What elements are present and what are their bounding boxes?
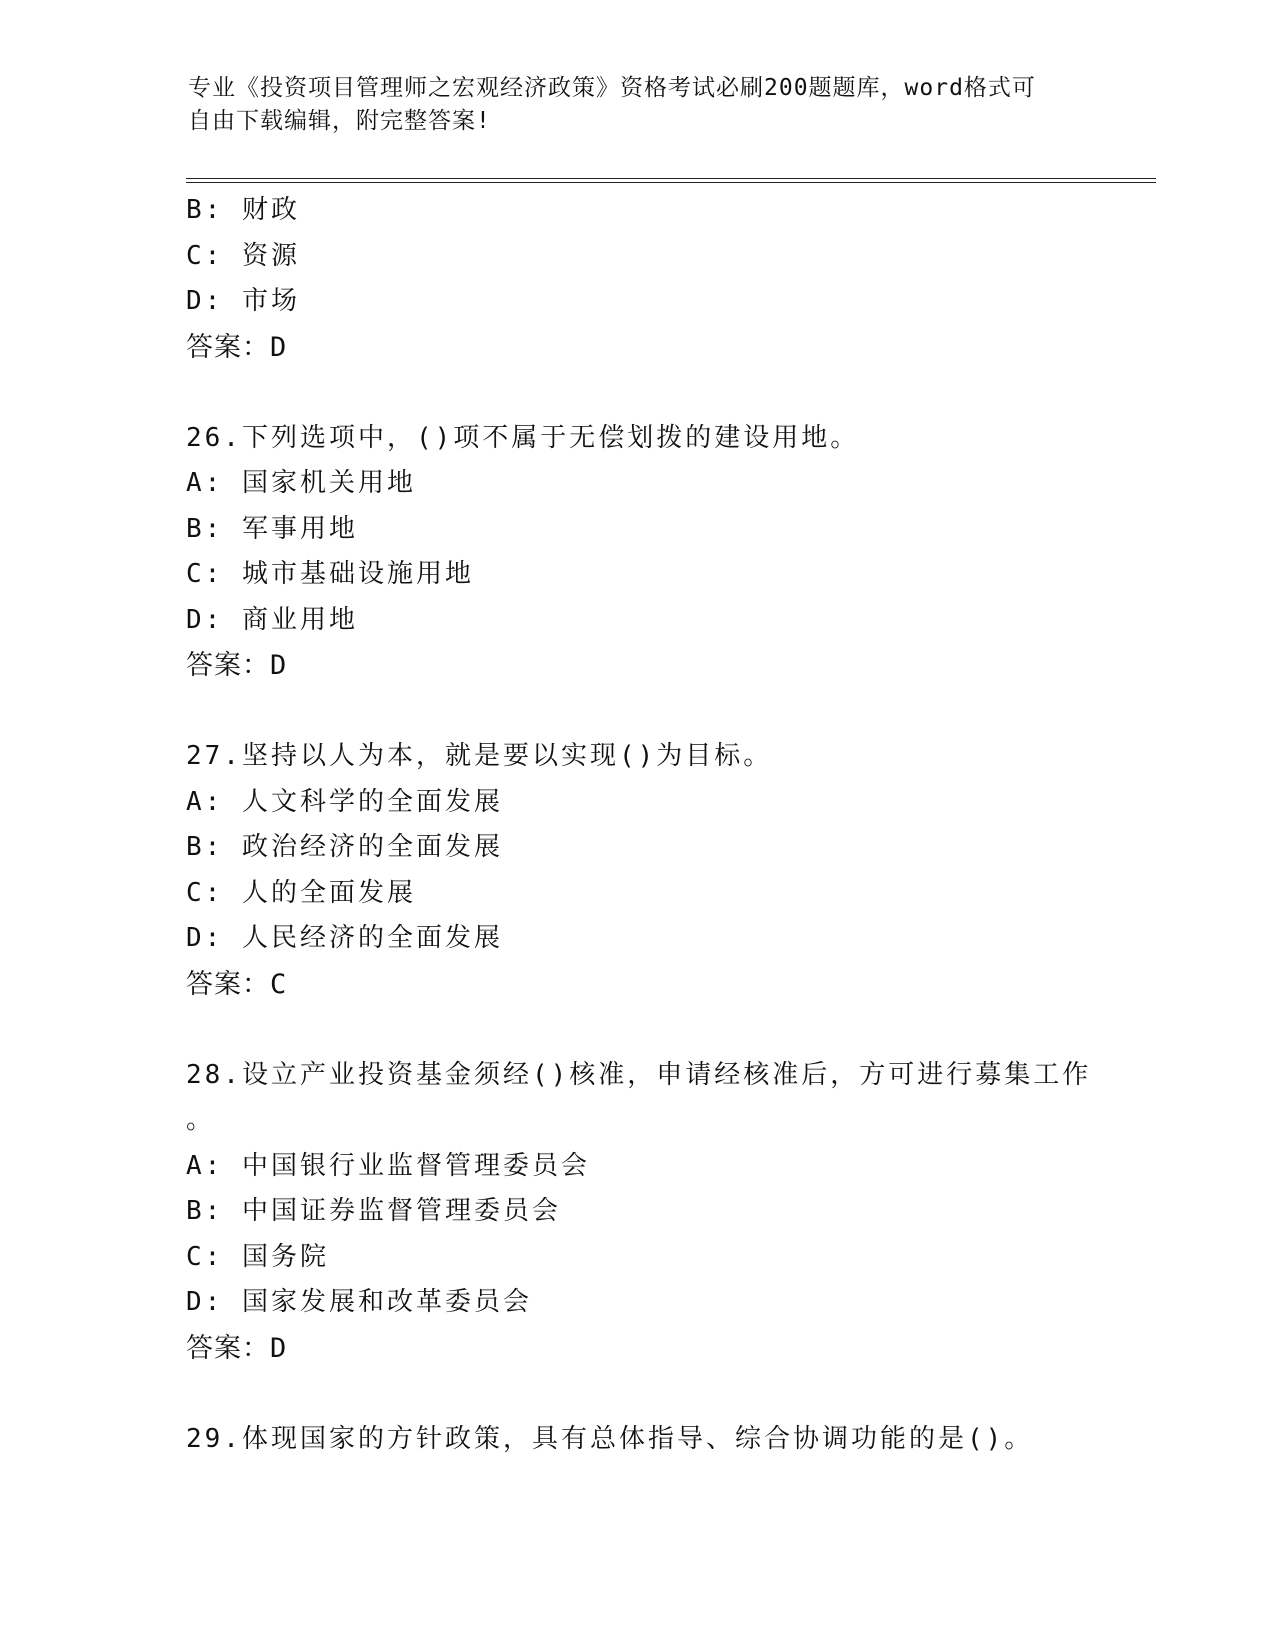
question-list (186, 188, 1092, 1462)
question-block (186, 1417, 1086, 1463)
question-block (186, 734, 1086, 1007)
option-b: B: 军事用地 (186, 513, 358, 544)
header-line-2: 自由下载编辑，附完整答案! (188, 108, 491, 134)
option-b: B: 中国证券监督管理委员会 (186, 1196, 561, 1226)
option-a: A: 国家机关用地 (186, 468, 416, 498)
question-stem: 26.下列选项中，()项不属于无偿划拨的建设用地。 (186, 422, 860, 453)
question-stem: 29.体现国家的方针政策，具有总体指导、综合协调功能的是()。 (186, 1423, 1034, 1454)
question-block (186, 188, 1086, 370)
answer-value: D (270, 1332, 287, 1364)
answer-label: 答案： (186, 650, 270, 681)
answer-value: D (270, 650, 287, 681)
answer-label: 答案： (186, 1332, 270, 1364)
option-c: C: 城市基础设施用地 (186, 559, 474, 589)
option-d: D: 市场 (186, 286, 300, 316)
option-d: D: 人民经济的全面发展 (186, 923, 503, 953)
answer-label: 答案： (186, 968, 270, 1000)
option-c: C: 资源 (186, 240, 300, 271)
question-stem-continuation: 。 (186, 1105, 216, 1135)
option-c: C: 国务院 (186, 1241, 329, 1272)
option-d: D: 商业用地 (186, 604, 358, 635)
answer-value: D (270, 331, 287, 363)
answer-line (186, 962, 1086, 1008)
option-b: B: 政治经济的全面发展 (186, 832, 503, 862)
answer-value: C (270, 968, 287, 1000)
question-block (186, 1053, 1092, 1372)
header-divider-bottom (186, 182, 1156, 183)
answer-line (186, 643, 1086, 689)
option-c: C: 人的全面发展 (186, 877, 416, 908)
document-header (188, 72, 1068, 138)
option-a: A: 中国银行业监督管理委员会 (186, 1150, 590, 1181)
option-b: B: 财政 (186, 195, 300, 225)
answer-line (186, 1326, 1086, 1372)
question-stem: 27.坚持以人为本，就是要以实现()为目标。 (186, 741, 773, 771)
question-stem: 28.设立产业投资基金须经()核准，申请经核准后，方可进行募集工作 (186, 1059, 1092, 1090)
option-a: A: 人文科学的全面发展 (186, 786, 503, 817)
question-block (186, 416, 1086, 689)
answer-label: 答案： (186, 331, 270, 363)
header-line-1: 专业《投资项目管理师之宏观经济政策》资格考试必刷200题题库，word格式可 (188, 75, 1036, 101)
header-divider-top (186, 178, 1156, 179)
option-d: D: 国家发展和改革委员会 (186, 1287, 532, 1317)
answer-line (186, 325, 1086, 371)
